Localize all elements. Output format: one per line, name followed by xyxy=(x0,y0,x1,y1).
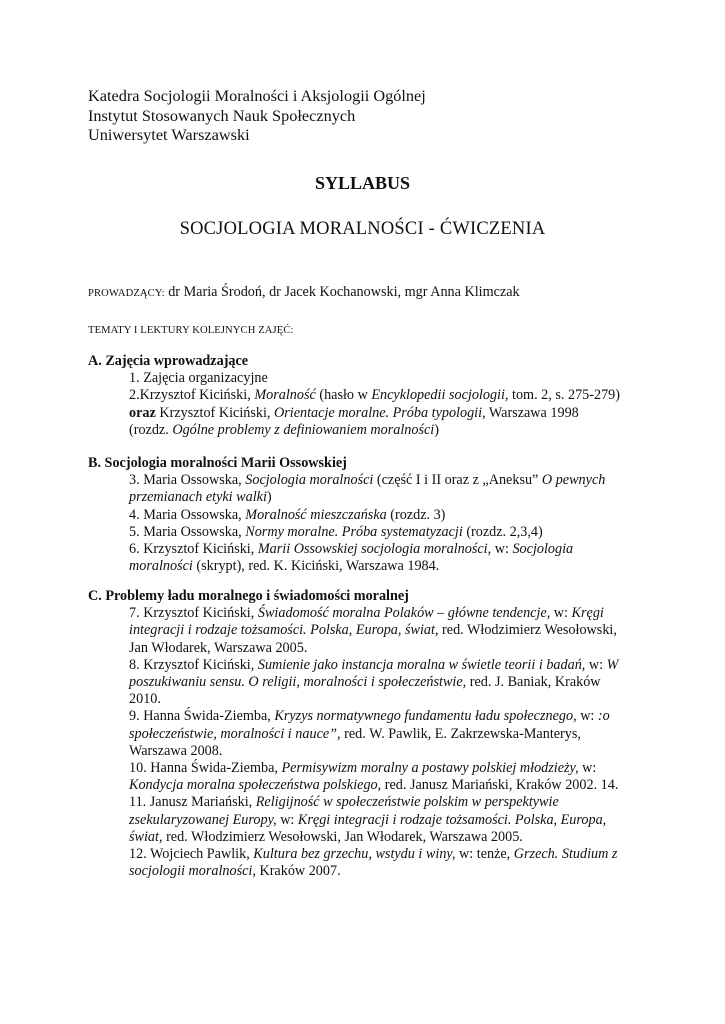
reading-item-7 xyxy=(129,605,648,657)
item-title: poszukiwaniu sensu. O religii, moralności i społeczeństwie, xyxy=(129,674,467,691)
reading-item-11 xyxy=(129,794,648,846)
section-c-heading: C. Problemy ładu moralnego i świadomości moralnej xyxy=(88,588,409,604)
item-title: Orientacje moralne. Próba typologii, xyxy=(274,404,486,421)
course-title: SOCJOLOGIA MORALNOŚCI - ĆWICZENIA xyxy=(179,219,546,239)
item-text: red. W. Pawlik, E. Zakrzewska-Manterys, xyxy=(340,725,581,742)
item-text: , tom. 2, s. 275-279) xyxy=(504,387,620,404)
item-text: red. Włodzimierz Wesołowski, Jan Włodarek, Warszawa 2005. xyxy=(162,828,523,845)
reading-item-8 xyxy=(129,657,648,709)
university-name: Uniwersytet Warszawski xyxy=(88,125,250,144)
item-title: Encyklopedii socjologii xyxy=(371,387,505,404)
item-text: 4. Maria Ossowska, xyxy=(129,506,246,523)
item-text: Krzysztof Kiciński, xyxy=(155,404,275,421)
item-text: w: xyxy=(276,811,298,828)
item-title: Moralność mieszczańska xyxy=(245,506,387,523)
item-text: red. J. Baniak, Kraków xyxy=(466,674,601,691)
item-title: Kryzys normatywnego fundamentu ładu społecznego, xyxy=(274,708,577,725)
item-text: w: xyxy=(585,656,607,673)
instructors-label: PROWADZĄCY: xyxy=(88,288,165,299)
item-text: w: tenże, xyxy=(455,846,514,863)
instructors-names: dr Maria Środoń, dr Jacek Kochanowski, mgr Anna Klimczak xyxy=(164,284,520,300)
item-title: Ogólne problemy z definiowaniem moralności xyxy=(172,421,435,438)
item-text: ) xyxy=(266,489,272,506)
item-conjunction: oraz xyxy=(129,404,156,421)
item-title: Normy moralne. Próba systematyzacji xyxy=(245,523,463,540)
item-text: ) xyxy=(434,421,439,438)
item-title: integracji i rodzaje tożsamości. Polska, Europa, świat, xyxy=(129,622,439,639)
reading-item-1: 1. Zajęcia organizacyjne xyxy=(129,370,268,387)
item-text: 5. Maria Ossowska, xyxy=(129,523,246,540)
reading-item-12 xyxy=(129,846,648,880)
item-text: 7. Krzysztof Kiciński, xyxy=(129,605,258,622)
item-title: świat, xyxy=(129,828,163,845)
topics-label-text: TEMATY I LEKTURY KOLEJNYCH ZAJĘĆ: xyxy=(88,325,294,336)
item-text: red. Janusz Mariański, Kraków 2002. 14. xyxy=(381,777,619,794)
item-text: w: xyxy=(576,708,598,725)
item-text: 10. Hanna Świda-Ziemba, xyxy=(129,760,282,777)
section-a-heading: A. Zajęcia wprowadzające xyxy=(88,353,249,369)
item-title: społeczeństwie, moralności i nauce”, xyxy=(129,725,341,742)
item-text: 6. Krzysztof Kiciński, xyxy=(129,541,258,558)
reading-item-10 xyxy=(129,760,648,794)
item-title: moralności xyxy=(129,558,193,575)
item-text: w: xyxy=(491,541,513,558)
item-title: Sumienie jako instancja moralna w świetle teorii i badań, xyxy=(257,656,586,673)
item-text: w: xyxy=(550,605,572,622)
reading-item-9 xyxy=(129,708,648,760)
item-text: w: xyxy=(578,760,597,777)
item-text: (rozdz. 3) xyxy=(386,506,446,523)
item-title: :o xyxy=(597,708,610,725)
item-text: Jan Włodarek, Warszawa 2005. xyxy=(129,639,308,656)
item-text: (rozdz. 2,3,4) xyxy=(462,523,543,540)
item-text: 2.Krzysztof Kiciński, xyxy=(129,387,255,404)
reading-item-4 xyxy=(129,507,648,524)
item-title: Kondycja moralna społeczeństwa polskiego, xyxy=(129,777,382,794)
item-title: Kręgi integracji i rodzaje tożsamości. Polska, Europa, xyxy=(297,811,607,828)
item-text: 3. Maria Ossowska, xyxy=(129,472,246,489)
institution-header xyxy=(88,86,426,145)
document-title: SYLLABUS xyxy=(314,173,411,193)
reading-item-3 xyxy=(129,472,648,506)
item-title: Kultura bez grzechu, wstydu i winy, xyxy=(253,846,456,863)
item-title: Socjologia moralności xyxy=(245,472,374,489)
section-b-heading: B. Socjologia moralności Marii Ossowskiej xyxy=(88,455,347,471)
item-title: Grzech. Studium z xyxy=(513,846,618,863)
item-title: Religijność w społeczeństwie polskim w perspektywie xyxy=(255,794,559,811)
item-text: (część I i II oraz z „Aneksu” xyxy=(373,472,542,489)
item-text: (hasło w xyxy=(315,387,372,404)
item-text: Warszawa 1998 xyxy=(485,404,579,421)
item-title: Permisywizm moralny a postawy polskiej młodzieży, xyxy=(281,760,579,777)
item-text: (skrypt), red. K. Kiciński, Warszawa 1984. xyxy=(192,558,440,575)
section-c xyxy=(88,588,648,880)
instructors-line xyxy=(88,284,520,301)
item-text: 12. Wojciech Pawlik, xyxy=(129,846,254,863)
item-text: (rozdz. xyxy=(129,421,173,438)
item-title: Marii Ossowskiej socjologia moralności, xyxy=(257,541,492,558)
item-title: Kręgi xyxy=(571,605,604,622)
topics-label xyxy=(88,321,294,338)
reading-item-5 xyxy=(129,524,648,541)
item-text: 2010. xyxy=(129,691,161,708)
item-title: O pewnych xyxy=(541,472,606,489)
item-text: 8. Krzysztof Kiciński, xyxy=(129,656,258,673)
item-title: Socjologia xyxy=(512,541,574,558)
section-a xyxy=(88,353,648,439)
section-b xyxy=(88,455,648,575)
item-title: przemianach etyki walki xyxy=(129,489,267,506)
reading-item-2 xyxy=(129,387,648,439)
item-title: W xyxy=(606,656,619,673)
item-title: Moralność xyxy=(254,387,316,404)
institute-name: Instytut Stosowanych Nauk Społecznych xyxy=(88,105,356,125)
item-title: Świadomość moralna Polaków – główne tendencje, xyxy=(257,605,551,622)
item-text: Warszawa 2008. xyxy=(129,742,223,759)
item-title: socjologii moralności, xyxy=(129,863,256,880)
item-title: zsekularyzowanej Europy, xyxy=(129,811,277,828)
item-text: Kraków 2007. xyxy=(255,863,341,880)
item-text: 9. Hanna Świda-Ziemba, xyxy=(129,708,275,725)
department-name: Katedra Socjologii Moralności i Aksjologii Ogólnej xyxy=(88,86,426,105)
reading-item-6 xyxy=(129,541,648,575)
item-text: red. Włodzimierz Wesołowski, xyxy=(438,622,617,639)
item-text: 11. Janusz Mariański, xyxy=(129,794,256,811)
